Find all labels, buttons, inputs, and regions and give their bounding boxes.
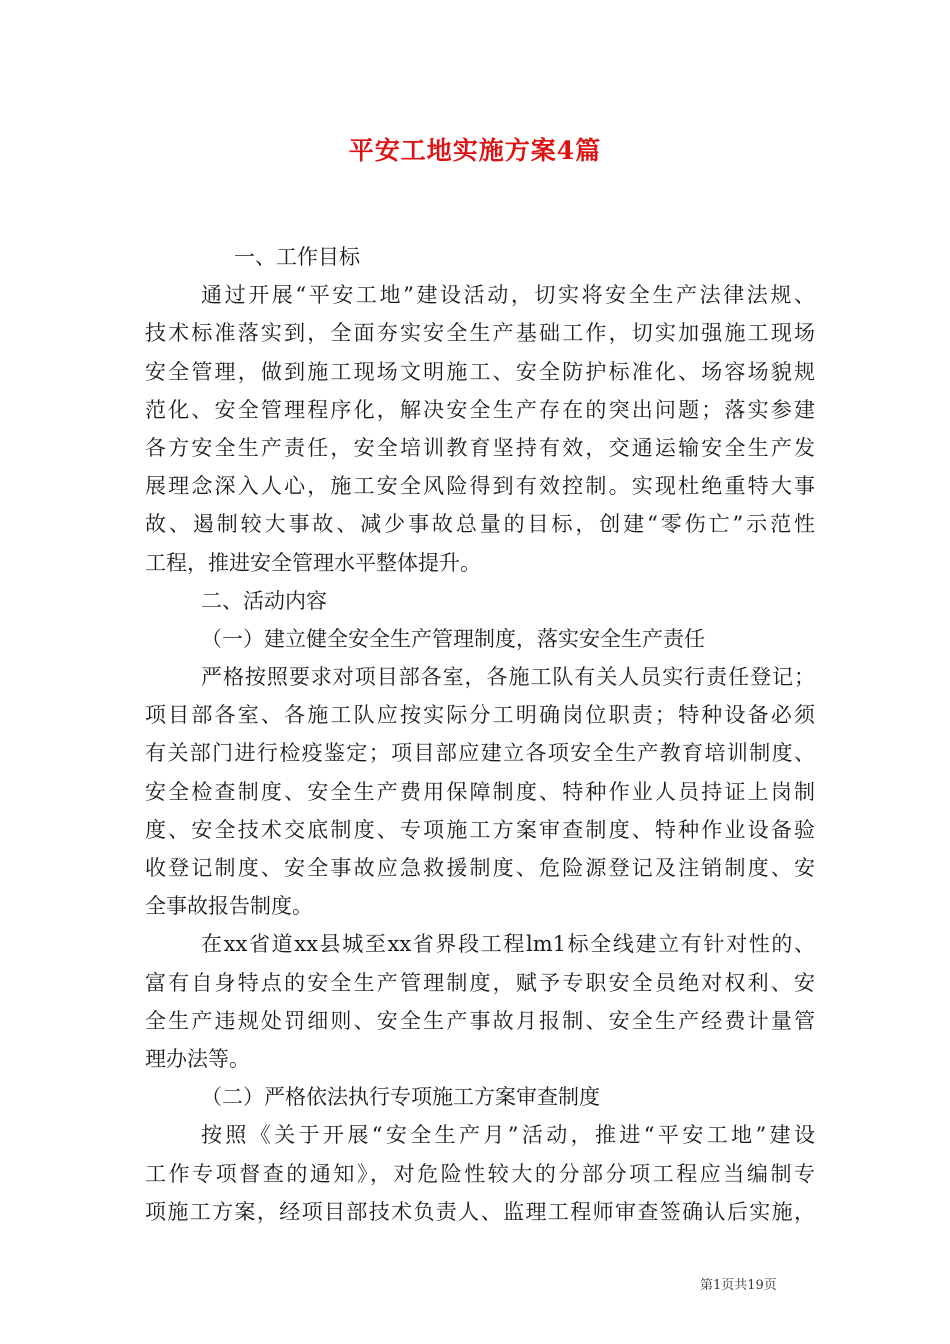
paragraph-line: 全生产违规处罚细则、安全生产事故月报制、安全生产经费计量管 <box>145 1008 815 1033</box>
paragraph-line: 项目部各室、各施工队应按实际分工明确岗位职责；特种设备必须 <box>145 703 815 728</box>
page-number: 第1页共19页 <box>700 1278 777 1293</box>
paragraph-line: 故、遏制较大事故、减少事故总量的目标，创建“零伤亡”示范性 <box>145 512 815 537</box>
section-heading: 一、工作目标 <box>234 245 360 269</box>
paragraph-line: 在xx省道xx县城至xx省界段工程lm1标全线建立有针对性的、 <box>201 932 815 957</box>
paragraph-line: 范化、安全管理程序化，解决安全生产存在的突出问题；落实参建 <box>145 397 815 422</box>
paragraph-line: 全事故报告制度。 <box>145 894 313 919</box>
paragraph-line: 工作专项督查的通知》，对危险性较大的分部分项工程应当编制专 <box>145 1161 815 1186</box>
paragraph-line: 各方安全生产责任，安全培训教育坚持有效，交通运输安全生产发 <box>145 435 815 460</box>
paragraph-line: 通过开展“平安工地”建设活动，切实将安全生产法律法规、 <box>201 283 815 308</box>
paragraph-line: 度、安全技术交底制度、专项施工方案审查制度、特种作业设备验 <box>145 817 815 842</box>
subsection-heading: （一）建立健全安全生产管理制度，落实安全生产责任 <box>201 626 705 651</box>
document-title: 平安工地实施方案4篇 <box>348 136 602 165</box>
paragraph-line: 展理念深入人心，施工安全风险得到有效控制。实现杜绝重特大事 <box>145 474 815 499</box>
paragraph-line: 技术标准落实到，全面夯实安全生产基础工作，切实加强施工现场 <box>145 321 815 346</box>
section-heading: 二、活动内容 <box>201 588 327 613</box>
paragraph-line: 严格按照要求对项目部各室，各施工队有关人员实行责任登记； <box>201 665 815 690</box>
paragraph-line: 富有自身特点的安全生产管理制度，赋予专职安全员绝对权利、安 <box>145 970 815 995</box>
subsection-heading: （二）严格依法执行专项施工方案审查制度 <box>201 1085 600 1110</box>
paragraph-line: 按照《关于开展“安全生产月”活动，推进“平安工地”建设 <box>201 1123 815 1148</box>
paragraph-line: 理办法等。 <box>145 1046 250 1071</box>
paragraph-line: 项施工方案，经项目部技术负责人、监理工程师审查签确认后实施， <box>145 1199 815 1224</box>
paragraph-line: 安全检查制度、安全生产费用保障制度、特种作业人员持证上岗制 <box>145 779 815 804</box>
document-body <box>145 238 815 1231</box>
paragraph-line: 收登记制度、安全事故应急救援制度、危险源登记及注销制度、安 <box>145 856 815 880</box>
paragraph-line: 工程，推进安全管理水平整体提升。 <box>145 550 481 575</box>
paragraph-line: 有关部门进行检疫鉴定；项目部应建立各项安全生产教育培训制度、 <box>145 741 815 766</box>
paragraph-line: 安全管理，做到施工现场文明施工、安全防护标准化、场容场貌规 <box>145 359 815 384</box>
